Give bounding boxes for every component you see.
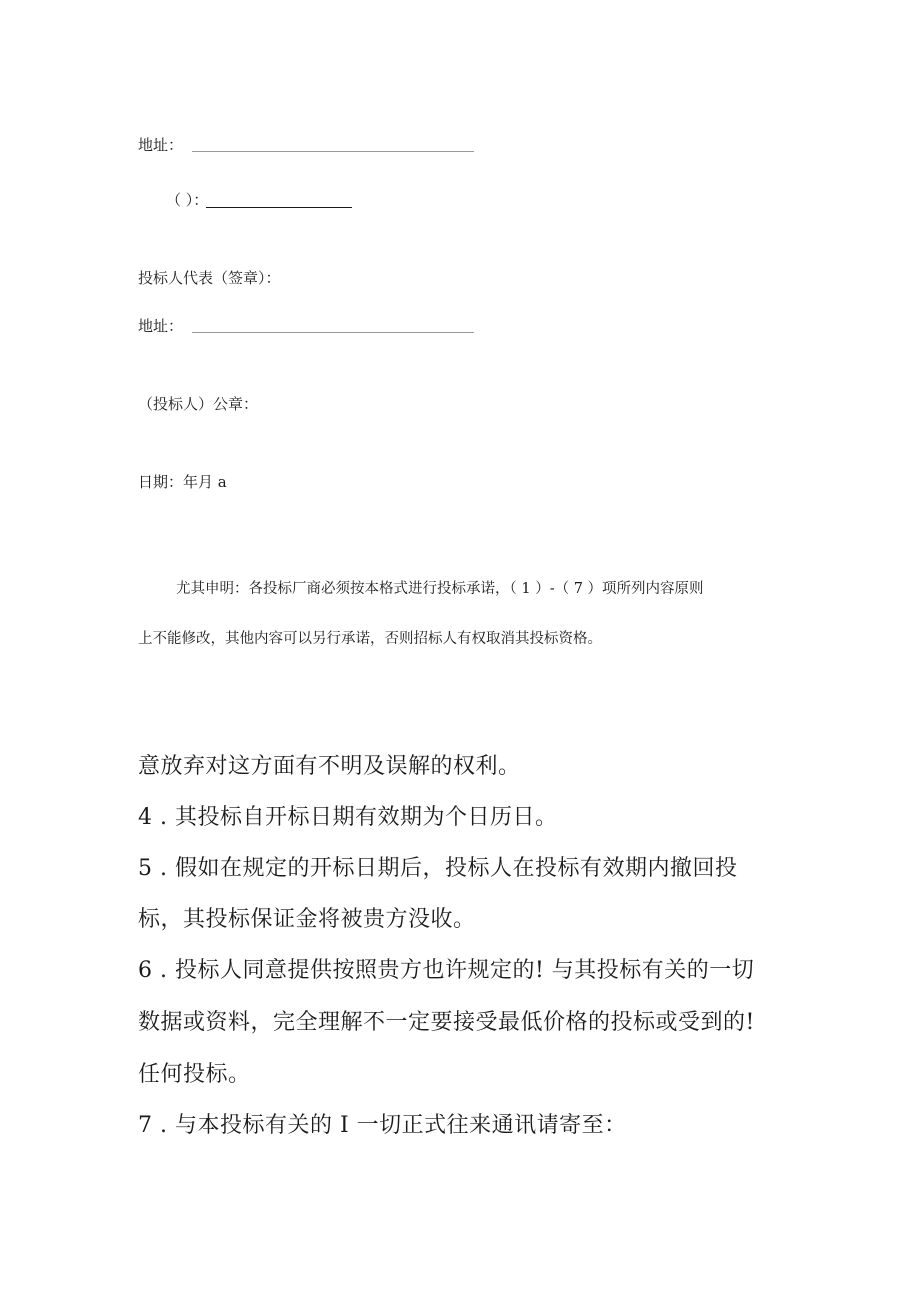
body-line-item-6-cont: 数据或资料，完全理解不一定要接受最低价格的投标或受到的! xyxy=(138,1010,755,1035)
body-line-item-4: 4 . 其投标自开标日期有效期为个日历日。 xyxy=(138,805,558,830)
body-line-1: 意放弃对这方面有不明及误解的权利。 xyxy=(138,754,521,779)
date-label: 日期：年月 a xyxy=(138,473,227,491)
body-line-item-5: 5 . 假如在规定的开标日期后，投标人在投标有效期内撤回投 xyxy=(138,856,738,881)
note-line-2: 上不能修改，其他内容可以另行承诺，否则招标人有权取消其投标资格。 xyxy=(138,631,602,647)
address-blank-1[interactable] xyxy=(192,151,474,152)
body-line-item-6: 6 . 投标人同意提供按照贵方也许规定的! 与其投标有关的一切 xyxy=(138,958,755,983)
body-line-item-7: 7 . 与本投标有关的 I 一切正式往来通讯请寄至： xyxy=(138,1113,627,1138)
seal-label: （投标人）公章： xyxy=(138,395,259,413)
representative-label: 投标人代表（签章）： xyxy=(138,269,281,287)
address-label-1: 地址： xyxy=(138,136,184,154)
paren-label: （ ）： xyxy=(166,191,209,209)
address-blank-2[interactable] xyxy=(192,332,474,333)
body-line-item-6-end: 任何投标。 xyxy=(138,1062,251,1087)
body-line-item-5-cont: 标，其投标保证金将被贵方没收。 xyxy=(138,907,476,932)
paren-blank[interactable] xyxy=(206,207,352,208)
address-label-2: 地址： xyxy=(138,317,184,335)
note-line-1: 尤其申明：各投标厂商必须按本格式进行投标承诺，（ 1 ）-（ 7 ）项所列内容原则 xyxy=(176,581,704,597)
